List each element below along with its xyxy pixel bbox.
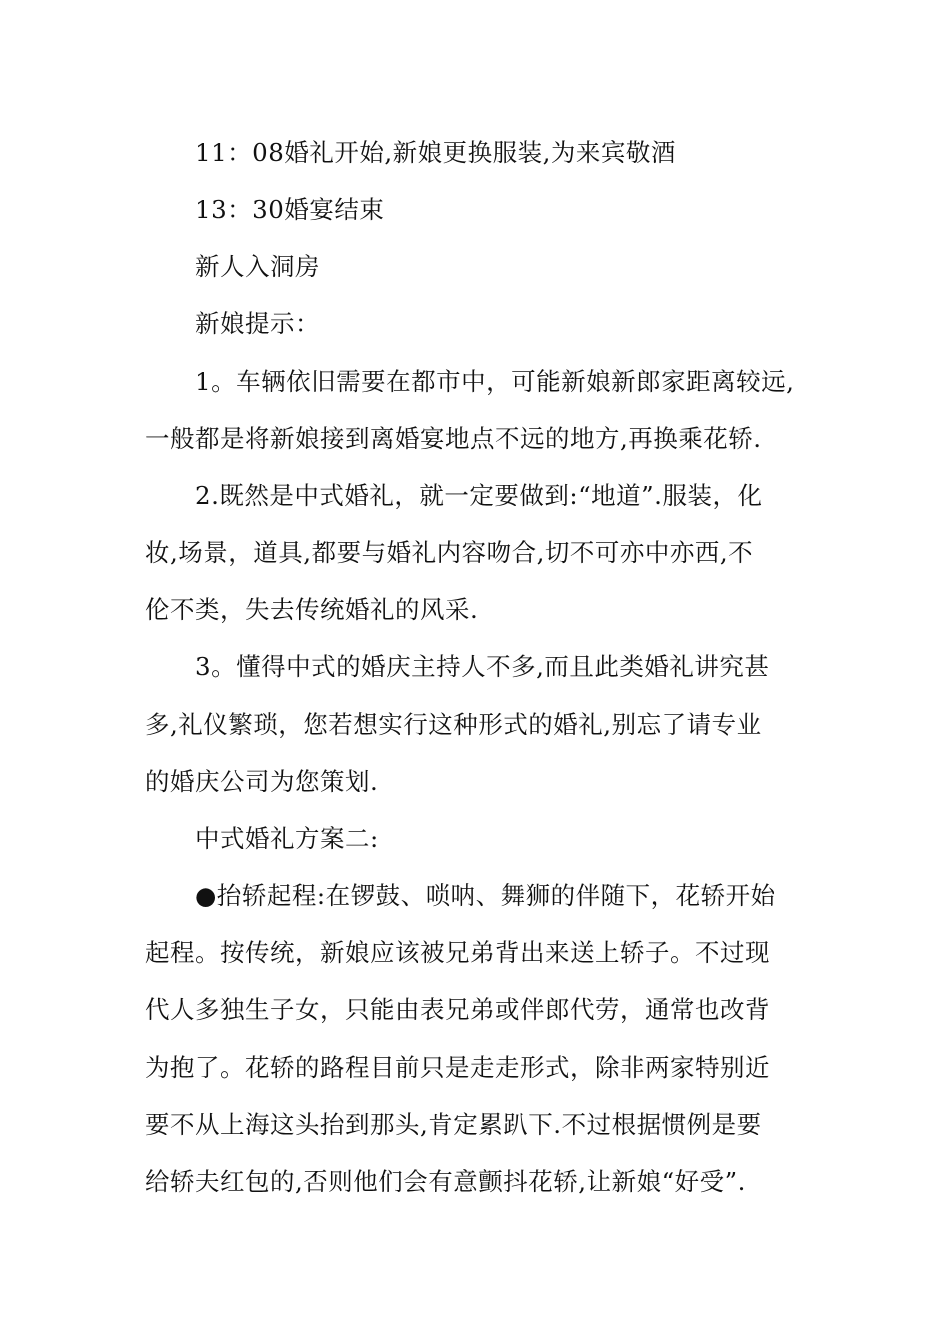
tip-3-line-1: 3。懂得中式的婚庆主持人不多,而且此类婚礼讲究甚: [195, 652, 770, 681]
plan-two-line-2: 起程。按传统，新娘应该被兄弟背出来送上轿子。不过现: [145, 938, 770, 967]
plan-two-line-1: ●抬轿起程:在锣鼓、唢呐、舞狮的伴随下，花轿开始: [195, 881, 776, 910]
tip-2-line-2: 妆,场景，道具,都要与婚礼内容吻合,切不可亦中亦西,不: [145, 538, 754, 567]
tip-1-line-1: 1。车辆依旧需要在都市中，可能新娘新郎家距离较远,: [195, 367, 795, 396]
tip-2-line-3: 伦不类，失去传统婚礼的风采.: [145, 595, 479, 624]
schedule-line-1330: 13：30婚宴结束: [195, 195, 385, 224]
section-heading-plan-two: 中式婚礼方案二:: [195, 824, 379, 853]
schedule-line-1108: 11：08婚礼开始,新娘更换服装,为来宾敬酒: [195, 138, 676, 167]
schedule-line-bridal-chamber: 新人入洞房: [195, 252, 320, 281]
tip-2-line-1: 2.既然是中式婚礼，就一定要做到:“地道”.服装，化: [195, 481, 763, 510]
plan-two-line-5: 要不从上海这头抬到那头,肯定累趴下.不过根据惯例是要: [145, 1110, 762, 1139]
tip-3-line-2: 多,礼仪繁琐，您若想实行这种形式的婚礼,别忘了请专业: [145, 710, 762, 739]
section-heading-bride-tips: 新娘提示：: [195, 309, 320, 338]
tip-1-line-2: 一般都是将新娘接到离婚宴地点不远的地方,再换乘花轿.: [145, 424, 762, 453]
plan-two-line-3: 代人多独生子女，只能由表兄弟或伴郎代劳，通常也改背: [145, 995, 770, 1024]
tip-3-line-3: 的婚庆公司为您策划.: [145, 767, 379, 796]
plan-two-line-4: 为抱了。花轿的路程目前只是走走形式，除非两家特别近: [145, 1053, 770, 1082]
plan-two-line-6: 给轿夫红包的,否则他们会有意颤抖花轿,让新娘“好受”.: [145, 1167, 746, 1196]
